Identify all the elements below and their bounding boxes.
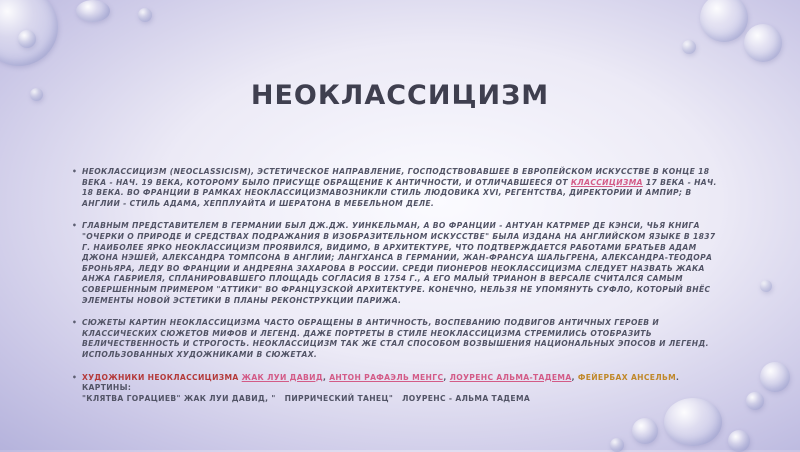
droplet-decoration [700, 0, 748, 42]
droplet-decoration [744, 24, 782, 62]
definition-text-start: НЕОКЛАССИЦИЗМ (NEOCLASSICISM), ЭСТЕТИЧЕСКОЕ НАПРАВЛЕНИЕ, ГОСПОДСТВОВАВШЕЕ В ЕВРОПЕЙСКОМ ИСКУССТВЕ В КОНЦЕ 18 ВЕКА - НАЧ. 19 ВЕКА, КОТОРОМУ БЫЛО ПРИСУЩЕ ОБРАЩЕНИЕ К АНТИЧНОСТИ, И ОТЛИЧАВШЕЕСЯ ОТ [82, 167, 710, 187]
droplet-decoration [632, 418, 658, 444]
artist-feuerbach: ФЕЙЕРБАХ АНСЕЛЬМ [577, 372, 677, 382]
droplet-decoration [76, 0, 110, 22]
paragraph-subjects: • СЮЖЕТЫ КАРТИН НЕОКЛАССИЦИЗМА ЧАСТО ОБРАЩЕНЫ В АНТИЧНОСТЬ, ВОСПЕВАНИЮ ПОДВИГОВ АНТИЧНЫХ ГЕРОЕВ И КЛАССИЧЕСКИХ СЮЖЕТОВ МИФОВ И ЛЕГЕНД. ДАЖЕ ПОРТРЕТЫ В СТИЛЕ НЕОКЛАССИЦИЗМА СТРЕМИЛИСЬ ОТОБРАЗИТЬ ВЕЛИЧЕСТВЕННОСТЬ И СТРОГОСТЬ. НЕОКЛАССИЦИЗМ ТАК ЖЕ СТАЛ СПОСОБОМ ВОЗВЫШЕНИЯ НАЦИОНАЛЬНЫХ ЭПОСОВ И ЛЕГЕНД. ИСПОЛЬЗОВАННЫХ ХУДОЖНИКАМИ В СЮЖЕТАХ. [82, 318, 722, 360]
definition-text-end: 17 ВЕКА - НАЧ. 18 ВЕКА. ВО ФРАНЦИИ В РАМКАХ НЕОКЛАССИЦИЗМАВОЗНИКЛИ СТИЛЬ ЛЮДОВИКА XVI, РЕГЕНТСТВА, ДИРЕКТОРИИ И АМПИР; В АНГЛИИ - СТИЛЬ АДАМА, ХЕППЛУАЙТА И ШЕРАТОНА В МЕБЕЛЬНОМ ДЕЛЕ. [82, 177, 717, 208]
droplet-decoration [760, 280, 772, 292]
slide-title: НЕОКЛАССИЦИЗМ [250, 80, 550, 111]
artist-link-alma-tadema[interactable]: ЛОУРЕНС АЛЬМА-ТАДЕМА [449, 372, 572, 382]
droplet-decoration [760, 362, 790, 392]
droplet-decoration [138, 8, 152, 22]
artist-link-mengs[interactable]: АНТОН РАФАЭЛЬ МЕНГС [329, 372, 444, 382]
droplet-decoration [18, 30, 36, 48]
droplet-decoration [682, 40, 696, 54]
paintings-label: КАРТИНЫ: [82, 383, 132, 393]
droplet-decoration [746, 392, 764, 410]
droplet-decoration [728, 430, 750, 452]
artists-label: ХУДОЖНИКИ НЕОКЛАССИЦИЗМА [82, 372, 239, 382]
artist-link-david[interactable]: ЖАК ЛУИ ДАВИД [241, 372, 323, 382]
paragraph-artists: • ХУДОЖНИКИ НЕОКЛАССИЦИЗМА ЖАК ЛУИ ДАВИД, АНТОН РАФАЭЛЬ МЕНГС, ЛОУРЕНС АЛЬМА-ТАДЕМА, ФЕЙЕРБАХ АНСЕЛЬМ. КАРТИНЫ: "КЛЯТВА ГОРАЦИЕВ" ЖАК ЛУИ ДАВИД, " ПИРРИЧЕСКИЙ ТАНЕЦ" ЛОУРЕНС - АЛЬМА ТАДЕМА [82, 373, 722, 405]
slide-body [82, 167, 722, 416]
paragraph-definition [82, 167, 722, 209]
classicism-link[interactable]: КЛАССИЦИЗМА [570, 177, 643, 187]
paintings-line: "КЛЯТВА ГОРАЦИЕВ" ЖАК ЛУИ ДАВИД, " ПИРРИЧЕСКИЙ ТАНЕЦ" ЛОУРЕНС - АЛЬМА ТАДЕМА [82, 393, 531, 403]
paragraph-representatives: • ГЛАВНЫМ ПРЕДСТАВИТЕЛЕМ В ГЕРМАНИИ БЫЛ ДЖ.ДЖ. УИНКЕЛЬМАН, А ВО ФРАНЦИИ - АНТУАН КАТРМЕР ДЕ КЭНСИ, ЧЬЯ КНИГА "ОЧЕРКИ О ПРИРОДЕ И СРЕДСТВАХ ПОДРАЖАНИЯ В ИЗОБРАЗИТЕЛЬНОМ ИСКУССТВЕ" БЫЛА ИЗДАНА НА АНГЛИЙСКОМ ЯЗЫКЕ В 1837 Г. НАИБОЛЕЕ ЯРКО НЕОКЛАССИЦИЗМ ПРОЯВИЛСЯ, ВИДИМО, В АРХИТЕКТУРЕ, ЧТО ПОДТВЕРЖДАЕТСЯ РАБОТАМИ БРАТЬЕВ АДАМ ДЖОНА НЭШЕЙ, АЛЕКСАНДРА ТОМПСОНА В АНГЛИИ; ЛАНГХАНСА В ГЕРМАНИИ, ЖАН-ФРАНСУА ШАЛЬГРЕНА, АЛЕКСАНДРА-ТЕОДОРА БРОНЬЯРА, ЛЕДУ ВО ФРАНЦИИ И АНДРЕЯНА ЗАХАРОВА В РОССИИ. СРЕДИ ПИОНЕРОВ НЕОКЛАССИЦИЗМА СЛЕДУЕТ НАЗВАТЬ ЖАКА АНЖА ГАБРИЕЛЯ, СПЛАНИРОВАВШЕГО ПЛОЩАДЬ СОГЛАСИЯ В 1754 Г., А ЕГО МАЛЫЙ ТРИАНОН В ВЕРСАЛЕ СЧИТАЛСЯ САМЫМ СОВЕРШЕННЫМ ПРИМЕРОМ "АТТИКИ" ВО ФРАНЦУЗСКОЙ АРХИТЕКТУРЕ. КОНЕЧНО, НЕЛЬЗЯ НЕ УПОМЯНУТЬ СУФЛО, КОТОРЫЙ ВНЁС ЭЛЕМЕНТЫ НОВОЙ ЭСТЕТИКИ В ПЛАНЫ РЕКОНСТРУКЦИИ ПАРИЖА. [82, 221, 722, 306]
